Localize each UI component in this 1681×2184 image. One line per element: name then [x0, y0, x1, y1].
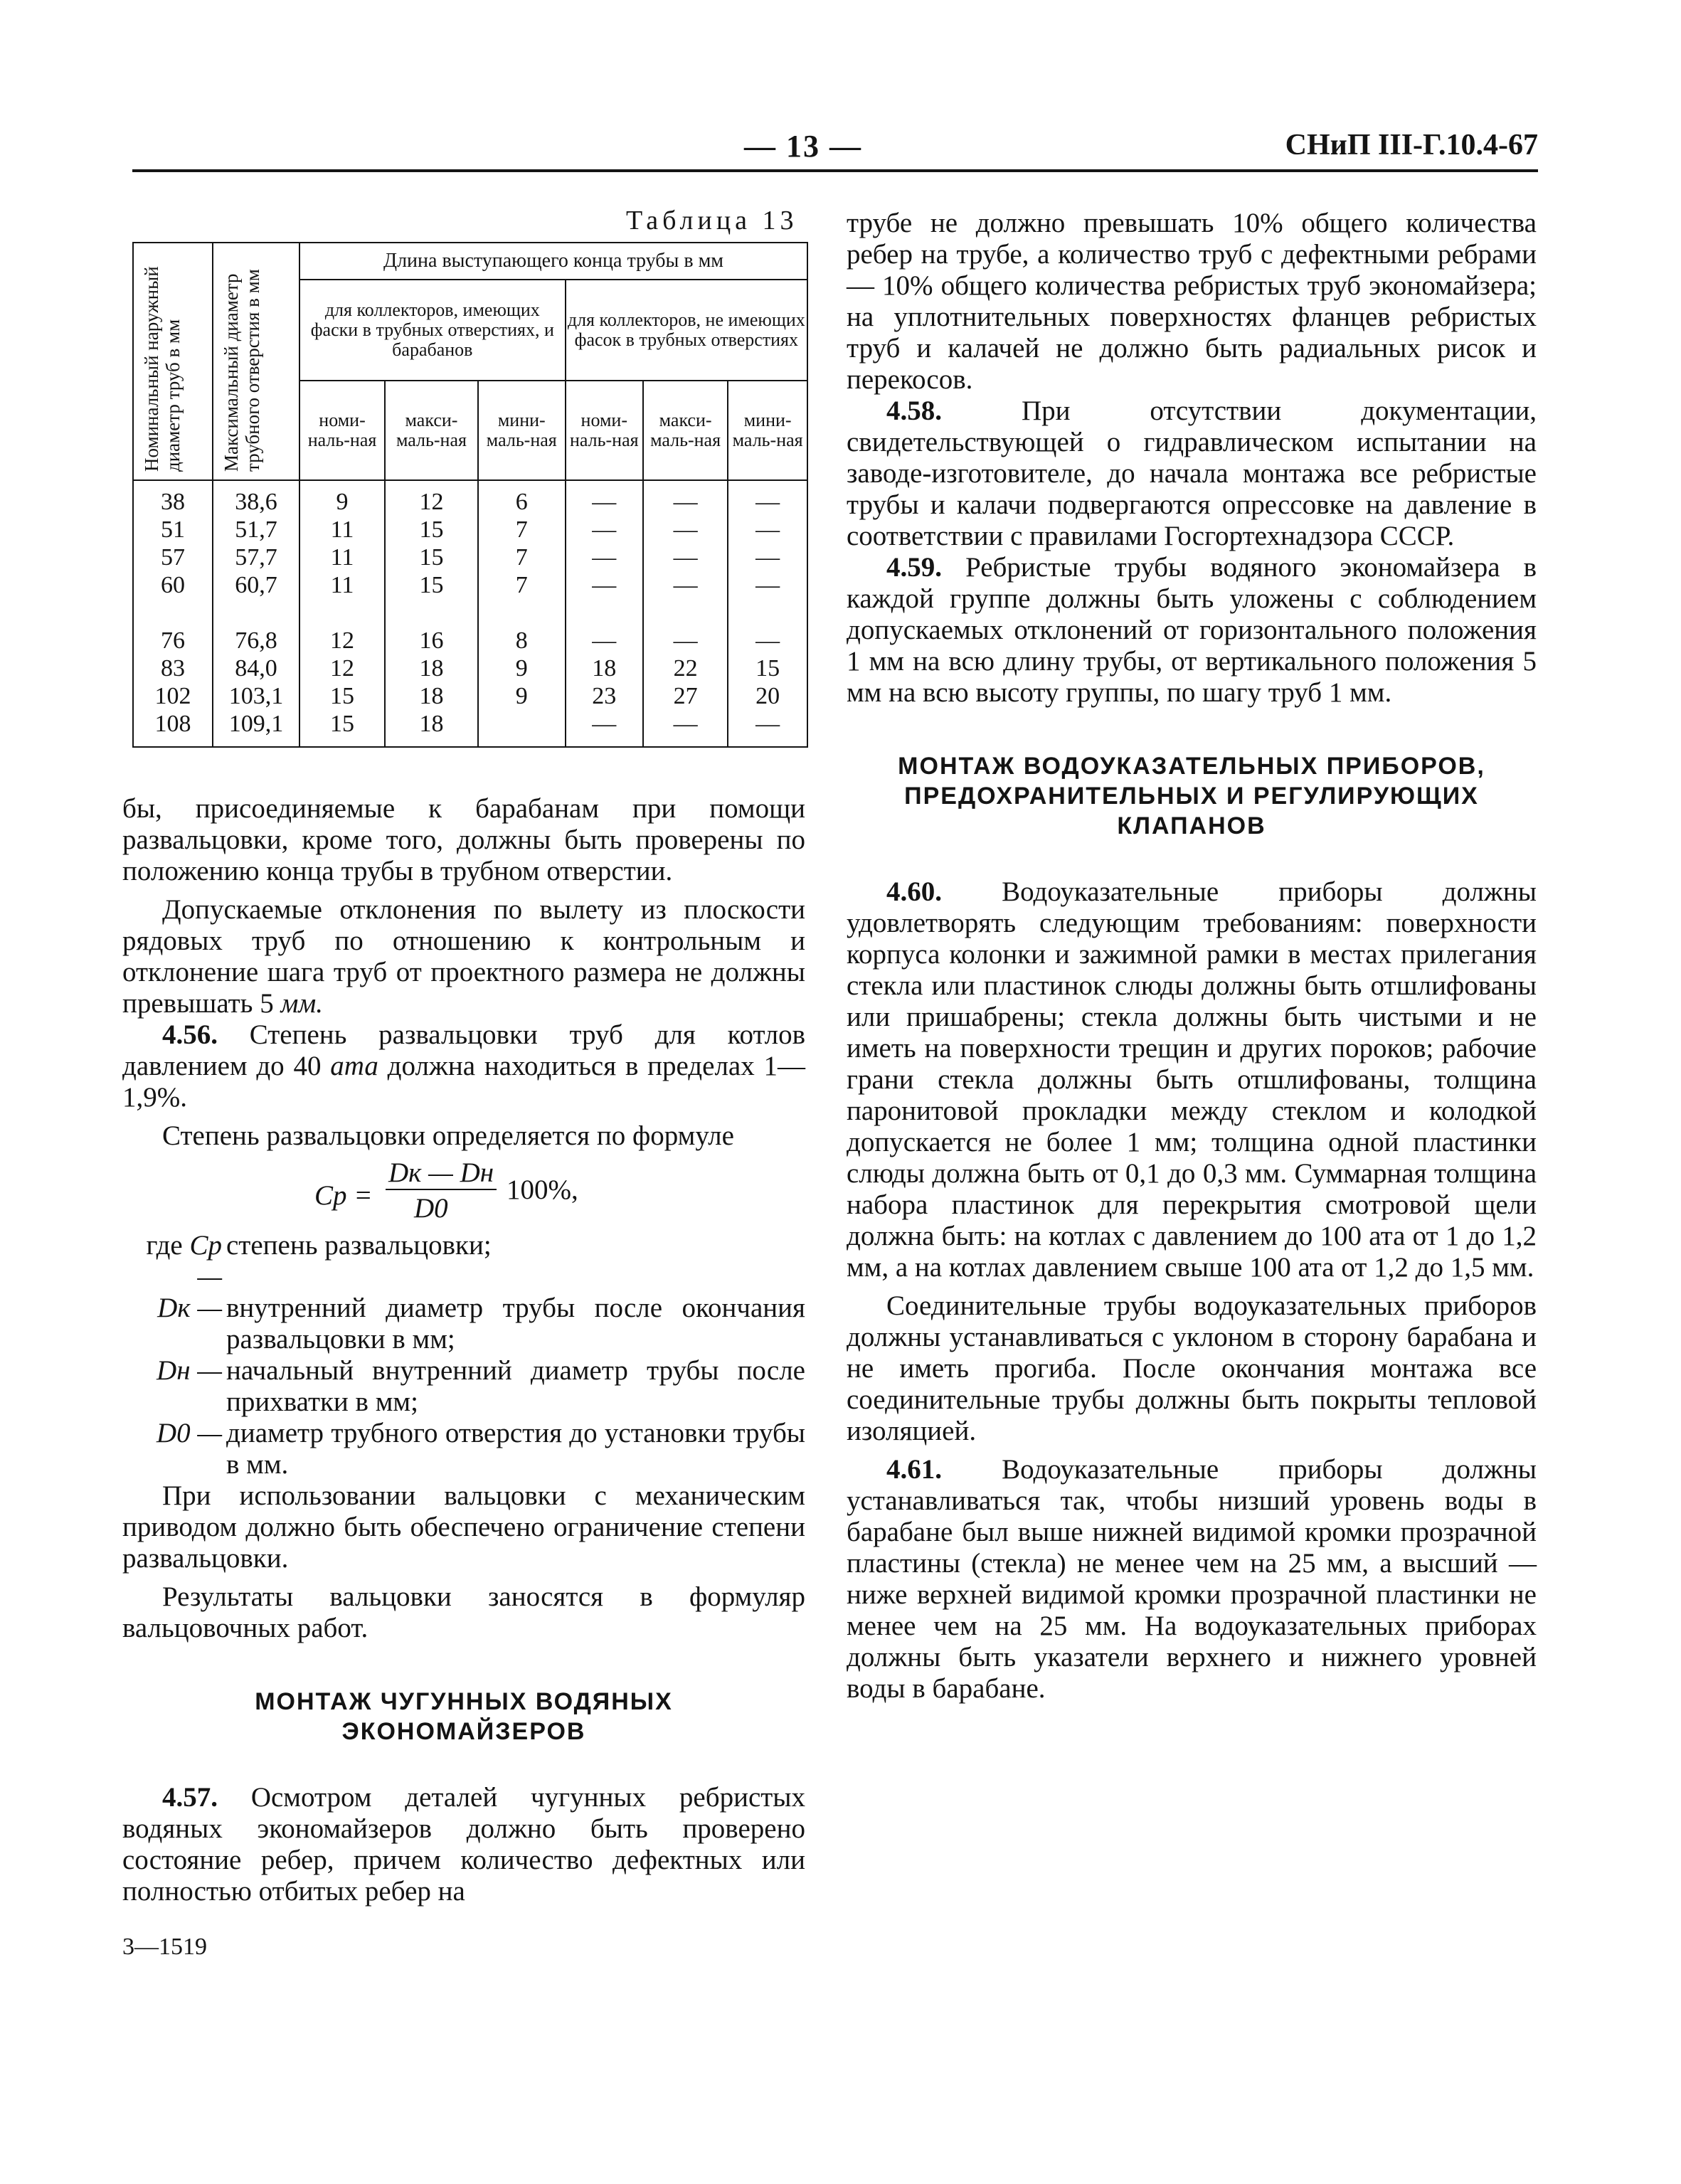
formula-denominator: D0: [414, 1193, 448, 1224]
document-code: СНиП III-Г.10.4-67: [1285, 129, 1538, 161]
legend-value: степень развальцовки;: [226, 1230, 492, 1261]
table-column-diameter: 38 51 57 60 76 83 102 108: [133, 480, 213, 747]
table-column-a-minimal: 6 7 7 7 8 9 9: [478, 480, 566, 747]
table-column-a-nominal: 9 11 11 11 12 12 15 15: [299, 480, 385, 747]
paragraph: трубе не должно превышать 10% общего количества ребер на трубе, а количество труб с дефектными ребрами — 10% общего количества ребристых труб экономайзера; на уплотнительных поверхностях фланцев ребристых труб и калачей не должно быть радиальных рисок и перекосов.: [847, 208, 1537, 395]
legend-key: Dк —: [157, 1293, 222, 1323]
header-minimal: мини-маль-ная: [478, 381, 566, 480]
header-nominal: номи-наль-ная: [299, 381, 385, 480]
header-rule: [132, 169, 1538, 172]
table-column-b-nominal: — — — — — 18 23 —: [566, 480, 643, 747]
formula-numerator: Dк — Dн: [386, 1157, 497, 1190]
page-header: [132, 128, 1538, 171]
header-with-chamfers: для коллекторов, имеющих фаски в трубных отверстиях, и барабанов: [299, 280, 566, 381]
page-number: — 13 —: [744, 129, 862, 164]
data-table: [132, 242, 808, 748]
clause-4-56: 4.56. Степень развальцовки труб для котлов давлением до 40 ата должна находиться в пределах 1—1,9%.: [122, 1019, 805, 1113]
legend-value: внутренний диаметр трубы после окончания развальцовки в мм;: [226, 1293, 805, 1355]
header-protrusion: Длина выступающего конца трубы в мм: [299, 243, 807, 280]
table-caption: Таблица 13: [626, 206, 798, 235]
table-column-hole: 38,6 51,7 57,7 60,7 76,8 84,0 103,1 109,1: [213, 480, 299, 747]
table-column-b-maximal: — — — — — 22 27 —: [643, 480, 728, 747]
section-heading: МОНТАЖ ЧУГУННЫХ ВОДЯНЫХ ЭКОНОМАЙЗЕРОВ: [255, 1688, 673, 1745]
header-maximal: макси-маль-ная: [385, 381, 478, 480]
legend-key: D0 —: [156, 1418, 222, 1448]
table-column-a-maximal: 12 15 15 15 16 18 18 18: [385, 480, 478, 747]
formula-rhs: 100%,: [507, 1175, 578, 1205]
paragraph: Допускаемые отклонения по вылету из плоскости рядовых труб по отношению к контрольным и отклонение шага труб от проектного размера не должны превышать 5 мм.: [122, 894, 805, 1019]
paragraph: Результаты вальцовки заносятся в формуляр вальцовочных работ.: [122, 1581, 805, 1643]
paragraph: При использовании вальцовки с механическим приводом должно быть обеспечено ограничение степени развальцовки.: [122, 1480, 805, 1574]
header-without-chamfers: для коллекторов, не имеющих фасок в трубных отверстиях: [566, 280, 807, 381]
header-outer-diameter: Номинальный наружный диаметр труб в мм: [133, 243, 213, 480]
left-column: [122, 793, 805, 1907]
legend-value: диаметр трубного отверстия до установки трубы в мм.: [226, 1418, 805, 1480]
table-column-b-minimal: — — — — — 15 20 —: [728, 480, 807, 747]
legend-key: где Cр —: [146, 1230, 222, 1292]
formula: [122, 1152, 805, 1230]
header-hole-diameter: Максимальный диаметр трубного отверстия в мм: [213, 243, 299, 480]
clause-4-58: 4.58. При отсутствии документации, свидетельствующей о гидравлическом испытании на заводе-изготовителе, до начала монтажа все ребристые трубы и калачи подвергаются опрессовке на давление в соответствии с правилами Госгортехнадзора СССР.: [847, 396, 1537, 551]
clause-4-60: 4.60. Водоуказательные приборы должны удовлетворять следующим требованиям: поверхности корпуса колонки и зажимной рамки в местах прилегания стекла или пластинок слюды должны быть отшлифованы или пришабрены; стекла должны быть чистыми и не иметь на поверхности трещин и других пороков; рабочие грани стекла должны быть отшлифованы, толщина паронитовой прокладки между стеклом и колодкой допускается не более 1 мм; толщина одной пластинки слюды должна быть от 0,1 до 0,3 мм. Суммарная толщина набора пластинок для перекрытия смотровой щели должна быть: на котлах с давлением до 100 ата от 1 до 1,2 мм, а на котлах давлением свыше 100 ата от 1,2 до 1,5 мм.: [847, 876, 1537, 1283]
formula-lhs: Cр =: [314, 1180, 373, 1211]
clause-4-61: 4.61. Водоуказательные приборы должны устанавливаться так, чтобы низший уровень воды в барабане был выше нижней видимой кромки прозрачной пластины (стекла) не менее чем на 25 мм, а высший — ниже верхней видимой кромки прозрачной пластинки не менее чем на 25 мм. На водоуказательных приборах должны быть указатели верхнего и нижнего уровней воды в барабане.: [847, 1454, 1537, 1704]
legend-key: Dн —: [157, 1355, 222, 1386]
section-heading: МОНТАЖ ВОДОУКАЗАТЕЛЬНЫХ ПРИБОРОВ, ПРЕДОХРАНИТЕЛЬНЫХ И РЕГУЛИРУЮЩИХ КЛАПАНОВ: [898, 753, 1485, 839]
formula-legend: [122, 1230, 805, 1480]
paragraph: Соединительные трубы водоуказательных приборов должны устанавливаться с уклоном в сторону барабана и не иметь прогиба. После окончания монтажа все соединительные трубы должны быть покрыты тепловой изоляцией.: [847, 1290, 1537, 1446]
print-code: 3—1519: [122, 1934, 207, 1960]
header-maximal: макси-маль-ная: [643, 381, 728, 480]
legend-value: начальный внутренний диаметр трубы после прихватки в мм;: [226, 1355, 805, 1417]
header-minimal: мини-маль-ная: [728, 381, 807, 480]
header-nominal: номи-наль-ная: [566, 381, 643, 480]
clause-4-57: 4.57. Осмотром деталей чугунных ребристых водяных экономайзеров должно быть проверено состояние ребер, причем количество дефектных или полностью отбитых ребер на: [122, 1782, 805, 1907]
paragraph: бы, присоединяемые к барабанам при помощи развальцовки, кроме того, должны быть проверены по положению конца трубы в трубном отверстии.: [122, 793, 805, 886]
right-column: [847, 208, 1537, 1705]
paragraph: Степень развальцовки определяется по формуле: [162, 1120, 734, 1151]
clause-4-59: 4.59. Ребристые трубы водяного экономайзера в каждой группе должны быть уложены с соблюдением допускаемых отклонений от горизонтального положения 1 мм на всю длину трубы, от вертикального положения 5 мм на всю высоту группы, по шагу труб 1 мм.: [847, 552, 1537, 708]
